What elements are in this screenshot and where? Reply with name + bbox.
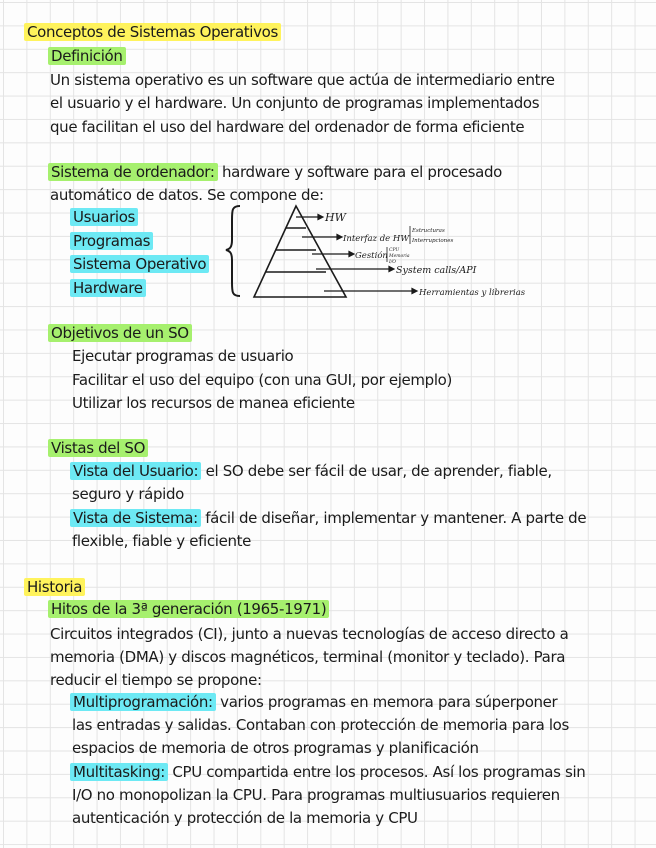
diagram-sublabel: Memoria	[389, 254, 410, 259]
multitask-line: I/O no monopolizan la CPU. Para programas multiusuarios requieren	[72, 786, 560, 804]
diagram-sublabel: Interrupciones	[412, 238, 454, 244]
definicion-line: el usuario y el hardware. Un conjunto de programas implementados	[50, 94, 540, 112]
historia-line: memoria (DMA) y discos magnéticos, terminal (monitor y teclado). Para	[50, 648, 566, 666]
sistema-ordenador-term: Sistema de ordenador:	[48, 163, 218, 181]
diagram-sublabel: CPU	[389, 248, 400, 253]
section-title: Conceptos de Sistemas Operativos	[24, 22, 281, 42]
component-item: Sistema Operativo	[70, 254, 209, 274]
historia-line: reducir el tiempo se propone:	[50, 671, 262, 689]
sistema-ordenador-line2: automático de datos. Se compone de:	[50, 186, 324, 204]
diagram-label-syscalls: System calls/API	[396, 265, 477, 276]
definicion-line: Un sistema operativo es un software que actúa de intermediario entre	[50, 71, 555, 89]
os-layers-diagram	[224, 200, 534, 302]
multiprog-line: espacios de memoria de otros programas y planificación	[72, 739, 479, 757]
multiprog-line: las entradas y salidas. Contaban con protección de memoria para los	[72, 716, 569, 734]
objetivos-heading: Objetivos de un SO	[48, 323, 192, 343]
multitask-line: autenticación y protección de la memoria y CPU	[72, 809, 418, 827]
objetivo-item: Utilizar los recursos de manea eficiente	[72, 394, 355, 412]
hitos-heading: Hitos de la 3ª generación (1965-1971)	[48, 599, 329, 619]
multiprog-line: Multiprogramación: varios programas en memora para súperponer	[70, 692, 557, 712]
multiprog-term: Multiprogramación:	[70, 693, 216, 711]
vista-usuario-line2: seguro y rápido	[72, 485, 184, 503]
vista-sistema-line2: flexible, fiable y eficiente	[72, 532, 252, 550]
curly-brace	[226, 206, 240, 296]
diagram-label-interfaz: Interfaz de HW	[343, 234, 410, 244]
multitask-line: Multitasking: CPU compartida entre los procesos. Así los programas sin	[70, 762, 585, 782]
diagram-label-gestion: Gestión	[355, 251, 388, 261]
definicion-line: que facilitan el uso del hardware del ordenador de forma eficiente	[50, 118, 525, 136]
diagram-sublabel: Estructuras	[412, 228, 445, 234]
diagram-sublabel: I/O	[389, 260, 396, 265]
sistema-ordenador-line: Sistema de ordenador: hardware y software para el procesado	[48, 162, 502, 182]
diagram-label-hw: HW	[325, 211, 346, 224]
vista-sistema-line: Vista de Sistema: fácil de diseñar, implementar y mantener. A parte de	[70, 508, 586, 528]
objetivo-item: Facilitar el uso del equipo (con una GUI, por ejemplo)	[72, 371, 452, 389]
vista-usuario-term: Vista del Usuario:	[70, 462, 201, 480]
vista-sistema-term: Vista de Sistema:	[70, 509, 201, 527]
component-item: Hardware	[70, 278, 146, 298]
definicion-heading: Definición	[48, 46, 126, 66]
objetivo-item: Ejecutar programas de usuario	[72, 347, 294, 365]
component-item: Programas	[70, 231, 153, 251]
component-item: Usuarios	[70, 207, 138, 227]
vistas-heading: Vistas del SO	[48, 438, 148, 458]
multitask-term: Multitasking:	[70, 763, 168, 781]
historia-line: Circuitos integrados (CI), junto a nuevas tecnologías de acceso directo a	[50, 625, 569, 643]
diagram-label-herramientas: Herramientas y librerias	[419, 288, 526, 298]
vista-usuario-line: Vista del Usuario: el SO debe ser fácil de usar, de aprender, fiable,	[70, 461, 552, 481]
historia-title: Historia	[24, 577, 85, 597]
